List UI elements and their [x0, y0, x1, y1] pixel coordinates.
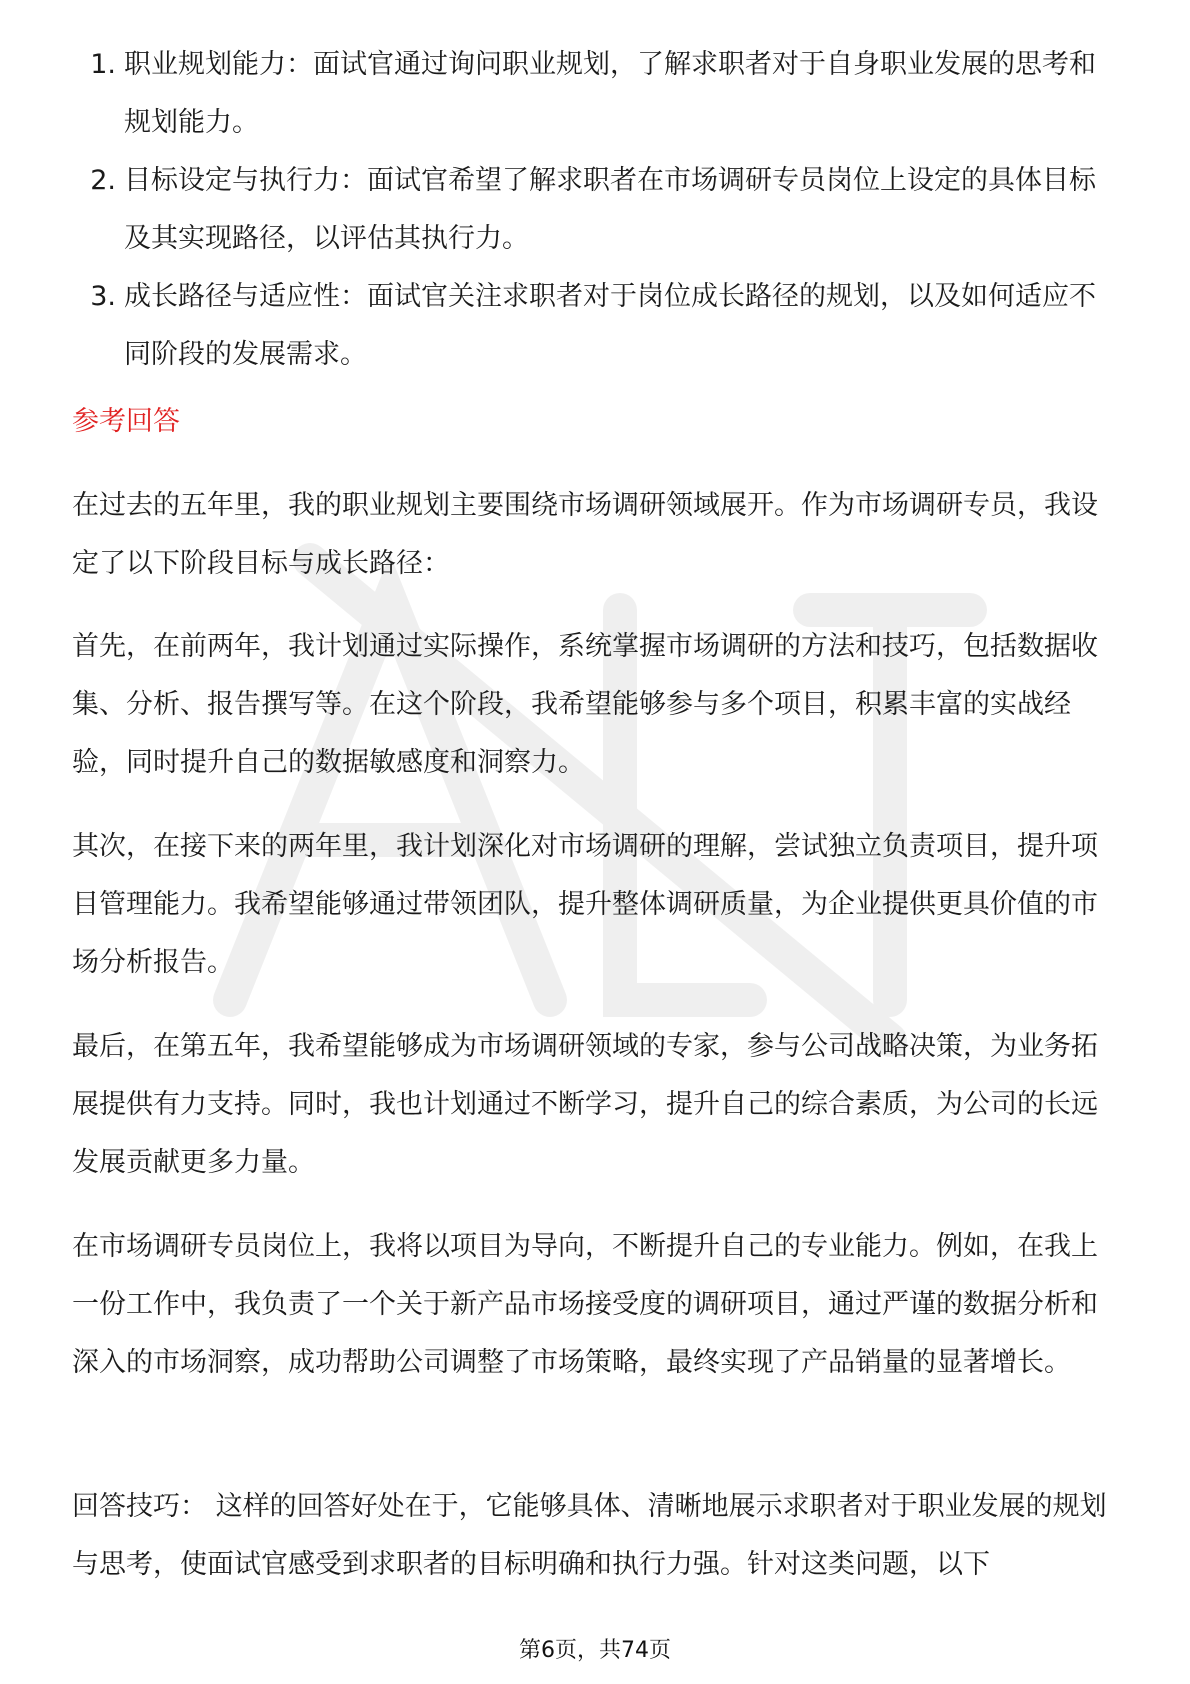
brand-watermark-icon — [190, 520, 1010, 1080]
list-item — [72, 36, 1122, 152]
paragraph: 在市场调研专员岗位上，我将以项目为导向，不断提升自己的专业能力。例如，在我上一份工作中，我负责了一个关于新产品市场接受度的调研项目，通过严谨的数据分析和深入的市场洞察，成功帮助公司调整了市场策略，最终实现了产品销量的显著增长。 — [72, 1231, 1098, 1378]
paragraph: 在过去的五年里，我的职业规划主要围绕市场调研领域展开。作为市场调研专员，我设定了以下阶段目标与成长路径： — [72, 490, 1098, 579]
list-number: 1. — [90, 49, 116, 80]
list-text: 目标设定与执行力：面试官希望了解求职者在市场调研专员岗位上设定的具体目标及其实现路径，以评估其执行力。 — [124, 165, 1096, 254]
paragraph: 首先，在前两年，我计划通过实际操作，系统掌握市场调研的方法和技巧，包括数据收集、分析、报告撰写等。在这个阶段，我希望能够参与多个项目，积累丰富的实战经验，同时提升自己的数据敏感度和洞察力。 — [72, 631, 1098, 778]
list-text: 成长路径与适应性：面试官关注求职者对于岗位成长路径的规划，以及如何适应不同阶段的发展需求。 — [124, 281, 1096, 370]
paragraph: 回答技巧： 这样的回答好处在于，它能够具体、清晰地展示求职者对于职业发展的规划与思考，使面试官感受到求职者的目标明确和执行力强。针对这类问题，以下 — [72, 1491, 1107, 1580]
list-text: 职业规划能力：面试官通过询问职业规划，了解求职者对于自身职业发展的思考和规划能力。 — [124, 49, 1096, 138]
paragraph: 其次，在接下来的两年里，我计划深化对市场调研的理解，尝试独立负责项目，提升项目管理能力。我希望能够通过带领团队，提升整体调研质量，为企业提供更具价值的市场分析报告。 — [72, 831, 1098, 978]
list-item — [72, 152, 1122, 268]
paragraph: 最后，在第五年，我希望能够成为市场调研领域的专家，参与公司战略决策，为业务拓展提供有力支持。同时，我也计划通过不断学习，提升自己的综合素质，为公司的长远发展贡献更多力量。 — [72, 1031, 1098, 1178]
list-number: 3. — [90, 281, 116, 312]
section-title: 参考回答 — [72, 406, 180, 437]
criteria-list — [72, 36, 1122, 384]
list-number: 2. — [90, 165, 116, 196]
page-footer: 第6页，共74页 — [519, 1638, 671, 1663]
list-item — [72, 268, 1122, 384]
